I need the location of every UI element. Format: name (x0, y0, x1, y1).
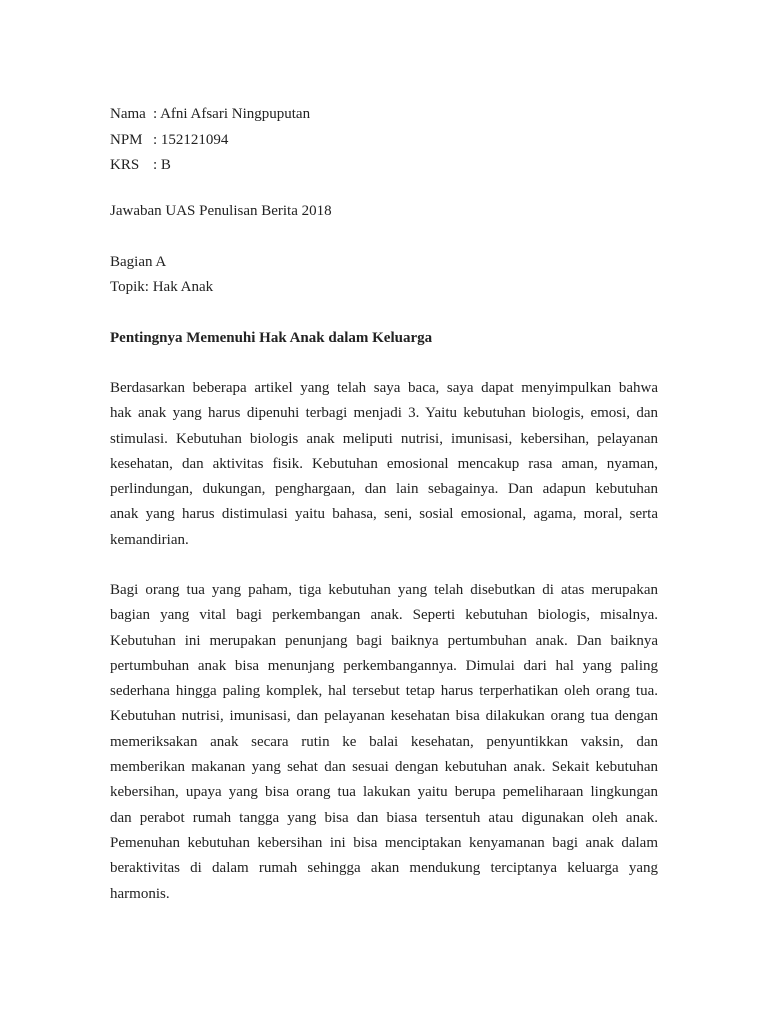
paragraph-line: Pemenuhan kebutuhan kebersihan ini bisa menciptakan kenyamanan bagi anak dalam (110, 834, 658, 851)
paragraph-line: bagian yang vital bagi perkembangan anak. Seperti kebutuhan biologis, misalnya. (110, 607, 658, 624)
identity-row-name (110, 102, 310, 128)
paragraph-line: sederhana hingga paling komplek, hal tersebut tetap harus terperhatikan oleh orang tua. (110, 683, 658, 700)
paragraph-line: Bagi orang tua yang paham, tiga kebutuhan yang telah disebutkan di atas merupakan (110, 582, 658, 598)
paragraph-line: Kebutuhan nutrisi, imunisasi, dan pelayanan kesehatan bisa dilakukan orang tua dengan (110, 708, 658, 725)
paragraph-line: anak yang harus distimulasi yaitu bahasa, seni, sosial emosional, agama, moral, serta (110, 506, 658, 523)
paragraph-line: memberikan makanan yang sehat dan sesuai dengan kebutuhan anak. Sekait kebutuhan (110, 759, 658, 776)
topic-label: Topik: Hak Anak (110, 279, 214, 295)
identity-label: KRS (110, 157, 140, 173)
identity-value: : 152121094 (153, 131, 229, 148)
identity-label: NPM (110, 131, 143, 148)
exam-title: Jawaban UAS Penulisan Berita 2018 (110, 203, 332, 219)
paragraph-line: harmonis. (110, 885, 170, 902)
identity-value: : Afni Afsari Ningpuputan (153, 106, 311, 122)
identity-value: : B (153, 157, 171, 173)
paragraph-line: Kebutuhan ini merupakan penunjang bagi baiknya pertumbuhan anak. Dan baiknya (110, 632, 658, 649)
paragraph-line: stimulasi. Kebutuhan biologis anak meliputi nutrisi, imunisasi, kebersihan, pelayanan (110, 430, 658, 447)
section-label: Bagian A (110, 254, 167, 270)
paragraph-line: pertumbuhan anak bisa menunjang perkembangannya. Dimulai dari hal yang paling (110, 657, 658, 674)
paragraph-line: kebersihan, upaya yang bisa orang tua lakukan yaitu berupa pemeliharaan lingkungan (110, 784, 658, 801)
paragraph-line: dan perabot rumah tangga yang bisa dan biasa tersentuh atau digunakan oleh anak. (110, 809, 658, 826)
paragraph-line: kemandirian. (110, 531, 189, 548)
identity-row-npm (110, 128, 310, 154)
identity-row-krs (110, 153, 310, 179)
paragraph-line: kesehatan, dan aktivitas fisik. Kebutuhan emosional mencakup rasa aman, nyaman, (110, 455, 658, 472)
paragraph-line: perlindungan, dukungan, penghargaan, dan lain sebagainya. Dan adapun kebutuhan (110, 481, 658, 498)
essay-title: Pentingnya Memenuhi Hak Anak dalam Keluarga (110, 330, 433, 346)
student-identity (110, 102, 310, 179)
paragraph-line: Berdasarkan beberapa artikel yang telah saya baca, saya dapat menyimpulkan bahwa (110, 380, 658, 396)
paragraph-1 (110, 376, 658, 553)
paragraph-line: memeriksakan anak secara rutin ke balai kesehatan, penyuntikkan vaksin, dan (110, 733, 658, 750)
identity-label: Nama (110, 106, 146, 122)
paragraph-line: beraktivitas di dalam rumah sehingga akan mendukung terciptanya keluarga yang (110, 860, 658, 877)
paragraph-line: hak anak yang harus dipenuhi terbagi menjadi 3. Yaitu kebutuhan biologis, emosi, dan (110, 405, 658, 422)
paragraph-2 (110, 578, 658, 907)
